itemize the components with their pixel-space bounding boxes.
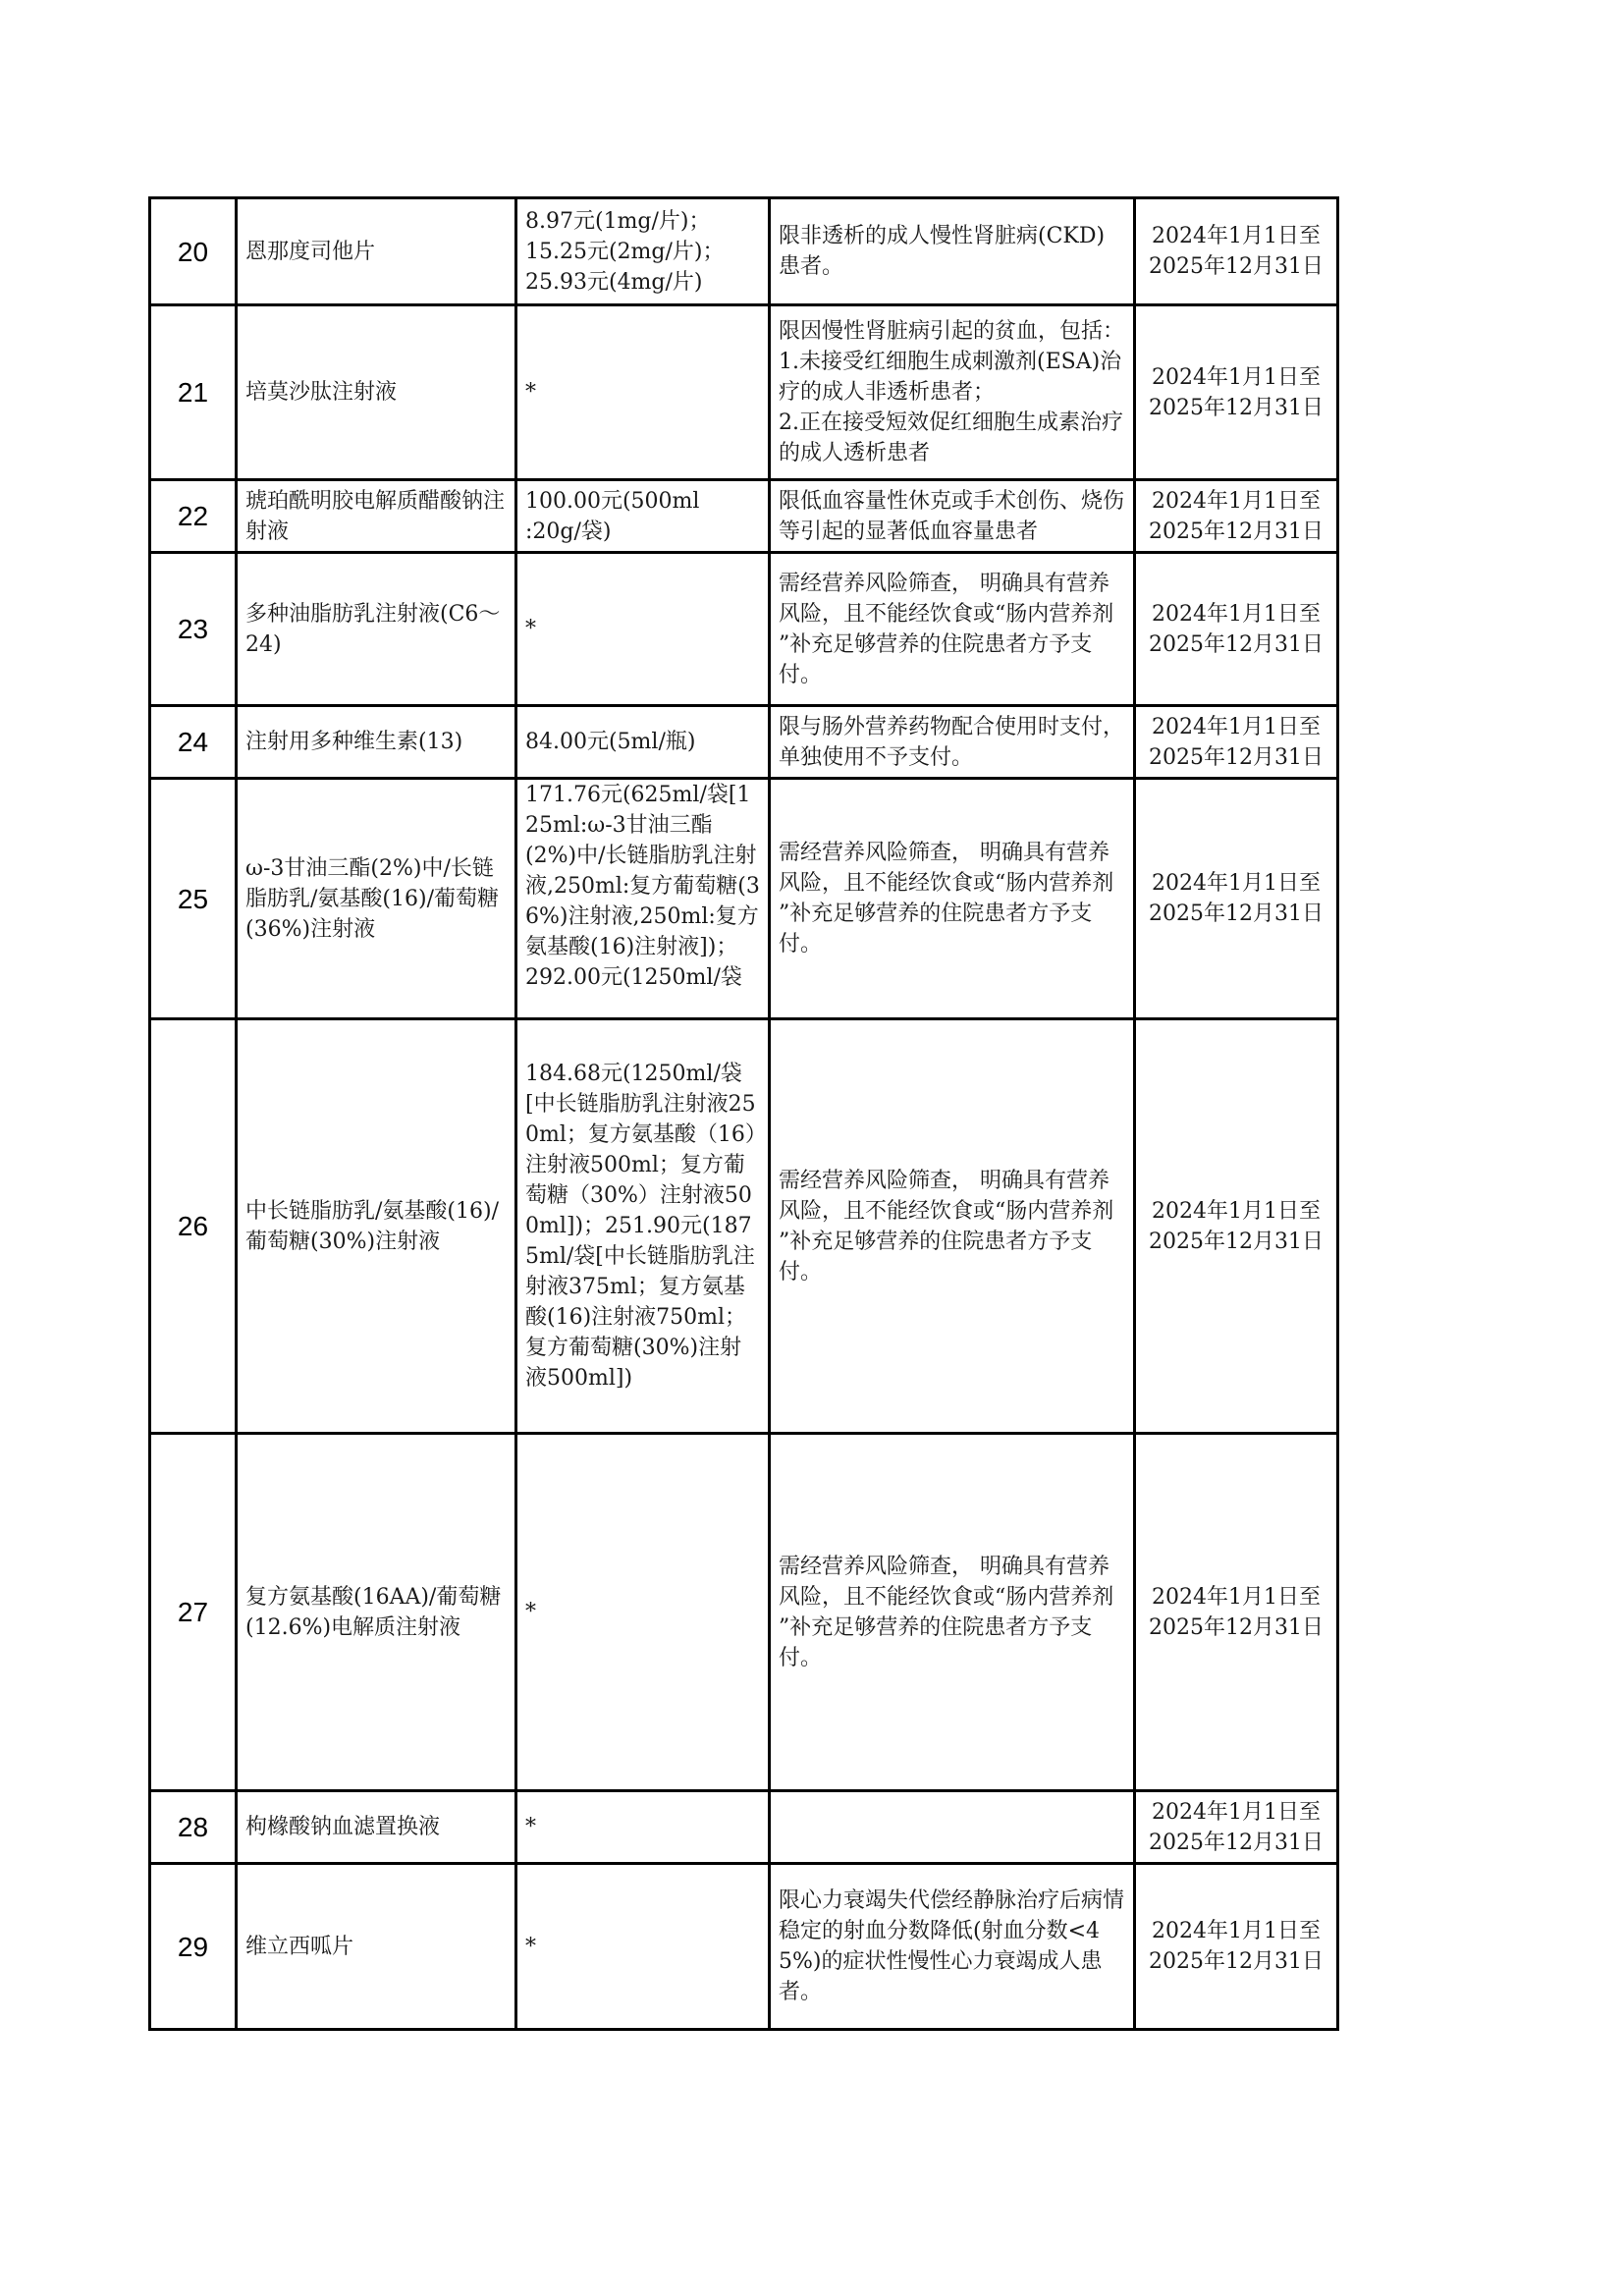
row-number: 24 — [150, 706, 237, 779]
agreement-period: 2024年1月1日至 2025年12月31日 — [1135, 779, 1338, 1019]
agreement-period: 2024年1月1日至 2025年12月31日 — [1135, 1864, 1338, 2030]
payment-restriction: 限因慢性肾脏病引起的贫血，包括：1.未接受红细胞生成刺激剂(ESA)治疗的成人非透析患者； 2.正在接受短效促红细胞生成素治疗的成人透析患者 — [770, 305, 1135, 480]
drug-table — [148, 196, 1339, 2031]
payment-restriction: 需经营养风险筛查， 明确具有营养风险，且不能经饮食或“肠内营养剂 ”补充足够营养的住院患者方予支付。 — [770, 1434, 1135, 1791]
row-number: 22 — [150, 480, 237, 553]
row-number: 27 — [150, 1434, 237, 1791]
payment-restriction: 需经营养风险筛查， 明确具有营养风险，且不能经饮食或“肠内营养剂 ”补充足够营养的住院患者方予支付。 — [770, 553, 1135, 706]
payment-restriction: 限非透析的成人慢性肾脏病(CKD)患者。 — [770, 198, 1135, 305]
agreement-period: 2024年1月1日至 2025年12月31日 — [1135, 553, 1338, 706]
payment-standard: * — [516, 1864, 770, 2030]
row-number: 23 — [150, 553, 237, 706]
row-number: 21 — [150, 305, 237, 480]
row-number: 25 — [150, 779, 237, 1019]
agreement-period: 2024年1月1日至 2025年12月31日 — [1135, 1019, 1338, 1434]
drug-name: 培莫沙肽注射液 — [237, 305, 516, 480]
payment-restriction: 限与肠外营养药物配合使用时支付，单独使用不予支付。 — [770, 706, 1135, 779]
drug-name: 多种油脂肪乳注射液(C6～24) — [237, 553, 516, 706]
table-row — [150, 553, 1338, 706]
table-row — [150, 1434, 1338, 1791]
agreement-period: 2024年1月1日至 2025年12月31日 — [1135, 1791, 1338, 1864]
payment-standard-text: 171.76元(625ml/袋[125ml:ω-3甘油三酯(2%)中/长链脂肪乳注射液,250ml:复方葡萄糖(36%)注射液,250ml:复方氨基酸(16)注射液])； 292.00元(1250ml/袋 — [525, 783, 760, 990]
payment-restriction: 需经营养风险筛查， 明确具有营养风险，且不能经饮食或“肠内营养剂 ”补充足够营养的住院患者方予支付。 — [770, 779, 1135, 1019]
row-number: 29 — [150, 1864, 237, 2030]
payment-restriction: 限心力衰竭失代偿经静脉治疗后病情稳定的射血分数降低(射血分数<45%)的症状性慢性心力衰竭成人患者。 — [770, 1864, 1135, 2030]
drug-name: 中长链脂肪乳/氨基酸(16)/葡萄糖(30%)注射液 — [237, 1019, 516, 1434]
agreement-period: 2024年1月1日至 2025年12月31日 — [1135, 1434, 1338, 1791]
payment-restriction — [770, 1791, 1135, 1864]
agreement-period: 2024年1月1日至 2025年12月31日 — [1135, 305, 1338, 480]
payment-standard: 8.97元(1mg/片)； 15.25元(2mg/片)； 25.93元(4mg/片) — [516, 198, 770, 305]
table-row — [150, 305, 1338, 480]
payment-restriction: 限低血容量性休克或手术创伤、烧伤等引起的显著低血容量患者 — [770, 480, 1135, 553]
drug-name: 注射用多种维生素(13) — [237, 706, 516, 779]
drug-name: ω-3甘油三酯(2%)中/长链脂肪乳/氨基酸(16)/葡萄糖(36%)注射液 — [237, 779, 516, 1019]
payment-standard: 100.00元(500ml :20g/袋) — [516, 480, 770, 553]
payment-standard — [516, 779, 770, 1019]
drug-table-body — [150, 198, 1338, 2030]
table-row — [150, 779, 1338, 1019]
table-row — [150, 480, 1338, 553]
payment-standard: * — [516, 553, 770, 706]
table-row — [150, 1791, 1338, 1864]
drug-name: 琥珀酰明胶电解质醋酸钠注射液 — [237, 480, 516, 553]
row-number: 26 — [150, 1019, 237, 1434]
row-number: 20 — [150, 198, 237, 305]
agreement-period: 2024年1月1日至 2025年12月31日 — [1135, 706, 1338, 779]
table-row — [150, 1019, 1338, 1434]
agreement-period: 2024年1月1日至 2025年12月31日 — [1135, 198, 1338, 305]
payment-restriction: 需经营养风险筛查， 明确具有营养风险，且不能经饮食或“肠内营养剂 ”补充足够营养的住院患者方予支付。 — [770, 1019, 1135, 1434]
payment-standard: 84.00元(5ml/瓶) — [516, 706, 770, 779]
drug-name: 维立西呱片 — [237, 1864, 516, 2030]
drug-name: 恩那度司他片 — [237, 198, 516, 305]
payment-standard: * — [516, 1791, 770, 1864]
agreement-period: 2024年1月1日至 2025年12月31日 — [1135, 480, 1338, 553]
drug-name: 枸橼酸钠血滤置换液 — [237, 1791, 516, 1864]
drug-name: 复方氨基酸(16AA)/葡萄糖(12.6%)电解质注射液 — [237, 1434, 516, 1791]
table-row — [150, 1864, 1338, 2030]
table-row — [150, 706, 1338, 779]
table-row — [150, 198, 1338, 305]
row-number: 28 — [150, 1791, 237, 1864]
payment-standard: * — [516, 1434, 770, 1791]
payment-standard: 184.68元(1250ml/袋[中长链脂肪乳注射液250ml；复方氨基酸（16）注射液500ml；复方葡萄糖（30%）注射液500ml])；251.90元(1875ml/袋[中长链脂肪乳注射液375ml；复方氨基酸(16)注射液750ml；复方葡萄糖(30%)注射液500ml]) — [516, 1019, 770, 1434]
payment-standard: * — [516, 305, 770, 480]
